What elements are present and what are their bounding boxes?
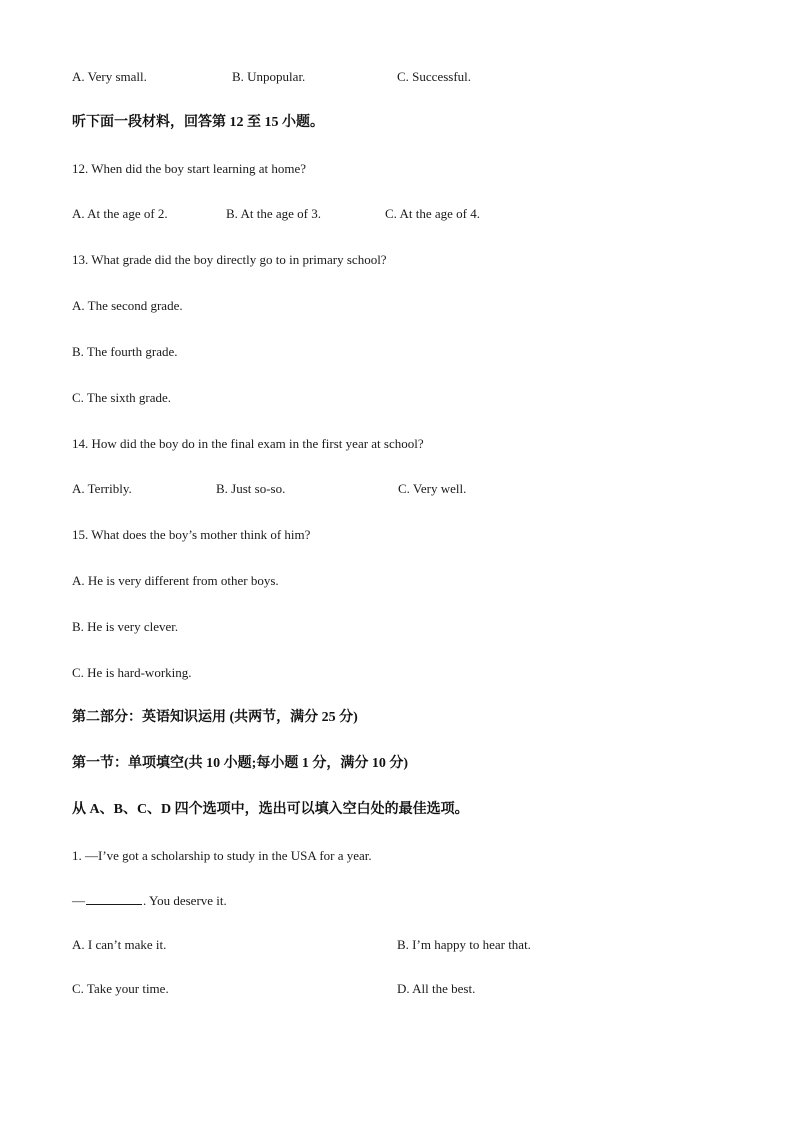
q14-option-c: C. Very well. xyxy=(398,481,467,496)
section1-title: 第一节：单项填空(共 10 小题;每小题 1 分，满分 10 分) xyxy=(72,756,408,771)
part2-title: 第二部分：英语知识运用 (共两节，满分 25 分) xyxy=(72,710,358,725)
q14-option-a: A. Terribly. xyxy=(72,481,132,496)
mc1-option-c: C. Take your time. xyxy=(72,981,169,996)
mc1-stem: 1. —I’ve got a scholarship to study in the USA for a year. xyxy=(72,848,372,863)
answer-blank xyxy=(86,892,142,905)
q13-option-c: C. The sixth grade. xyxy=(72,390,172,405)
q15-option-a: A. He is very different from other boys. xyxy=(72,573,279,588)
q12-option-c: C. At the age of 4. xyxy=(385,206,480,221)
mc1-reply-rest: . You deserve it. xyxy=(143,893,227,908)
instruction: 从 A、B、C、D 四个选项中，选出可以填入空白处的最佳选项。 xyxy=(72,802,469,817)
q12-option-b: B. At the age of 3. xyxy=(226,206,321,221)
q11-option-b: B. Unpopular. xyxy=(232,69,306,84)
mc1-option-a: A. I can’t make it. xyxy=(72,937,167,952)
section-intro-12-15: 听下面一段材料，回答第 12 至 15 小题。 xyxy=(72,115,324,130)
q11-option-a: A. Very small. xyxy=(72,69,147,84)
q13-option-b: B. The fourth grade. xyxy=(72,344,178,359)
q11-option-c: C. Successful. xyxy=(397,69,472,84)
mc1-reply xyxy=(72,892,227,909)
q15-option-b: B. He is very clever. xyxy=(72,619,179,634)
q14-option-b: B. Just so-so. xyxy=(216,481,286,496)
mc1-option-b: B. I’m happy to hear that. xyxy=(397,937,531,952)
q15-stem: 15. What does the boy’s mother think of him? xyxy=(72,527,311,542)
q15-option-c: C. He is hard-working. xyxy=(72,665,192,680)
q14-stem: 14. How did the boy do in the final exam in the first year at school? xyxy=(72,436,424,451)
mc1-reply-dash: — xyxy=(72,893,85,908)
q13-option-a: A. The second grade. xyxy=(72,298,183,313)
q13-stem: 13. What grade did the boy directly go to in primary school? xyxy=(72,252,387,267)
q12-stem: 12. When did the boy start learning at home? xyxy=(72,161,307,176)
mc1-option-d: D. All the best. xyxy=(397,981,476,996)
q12-option-a: A. At the age of 2. xyxy=(72,206,168,221)
